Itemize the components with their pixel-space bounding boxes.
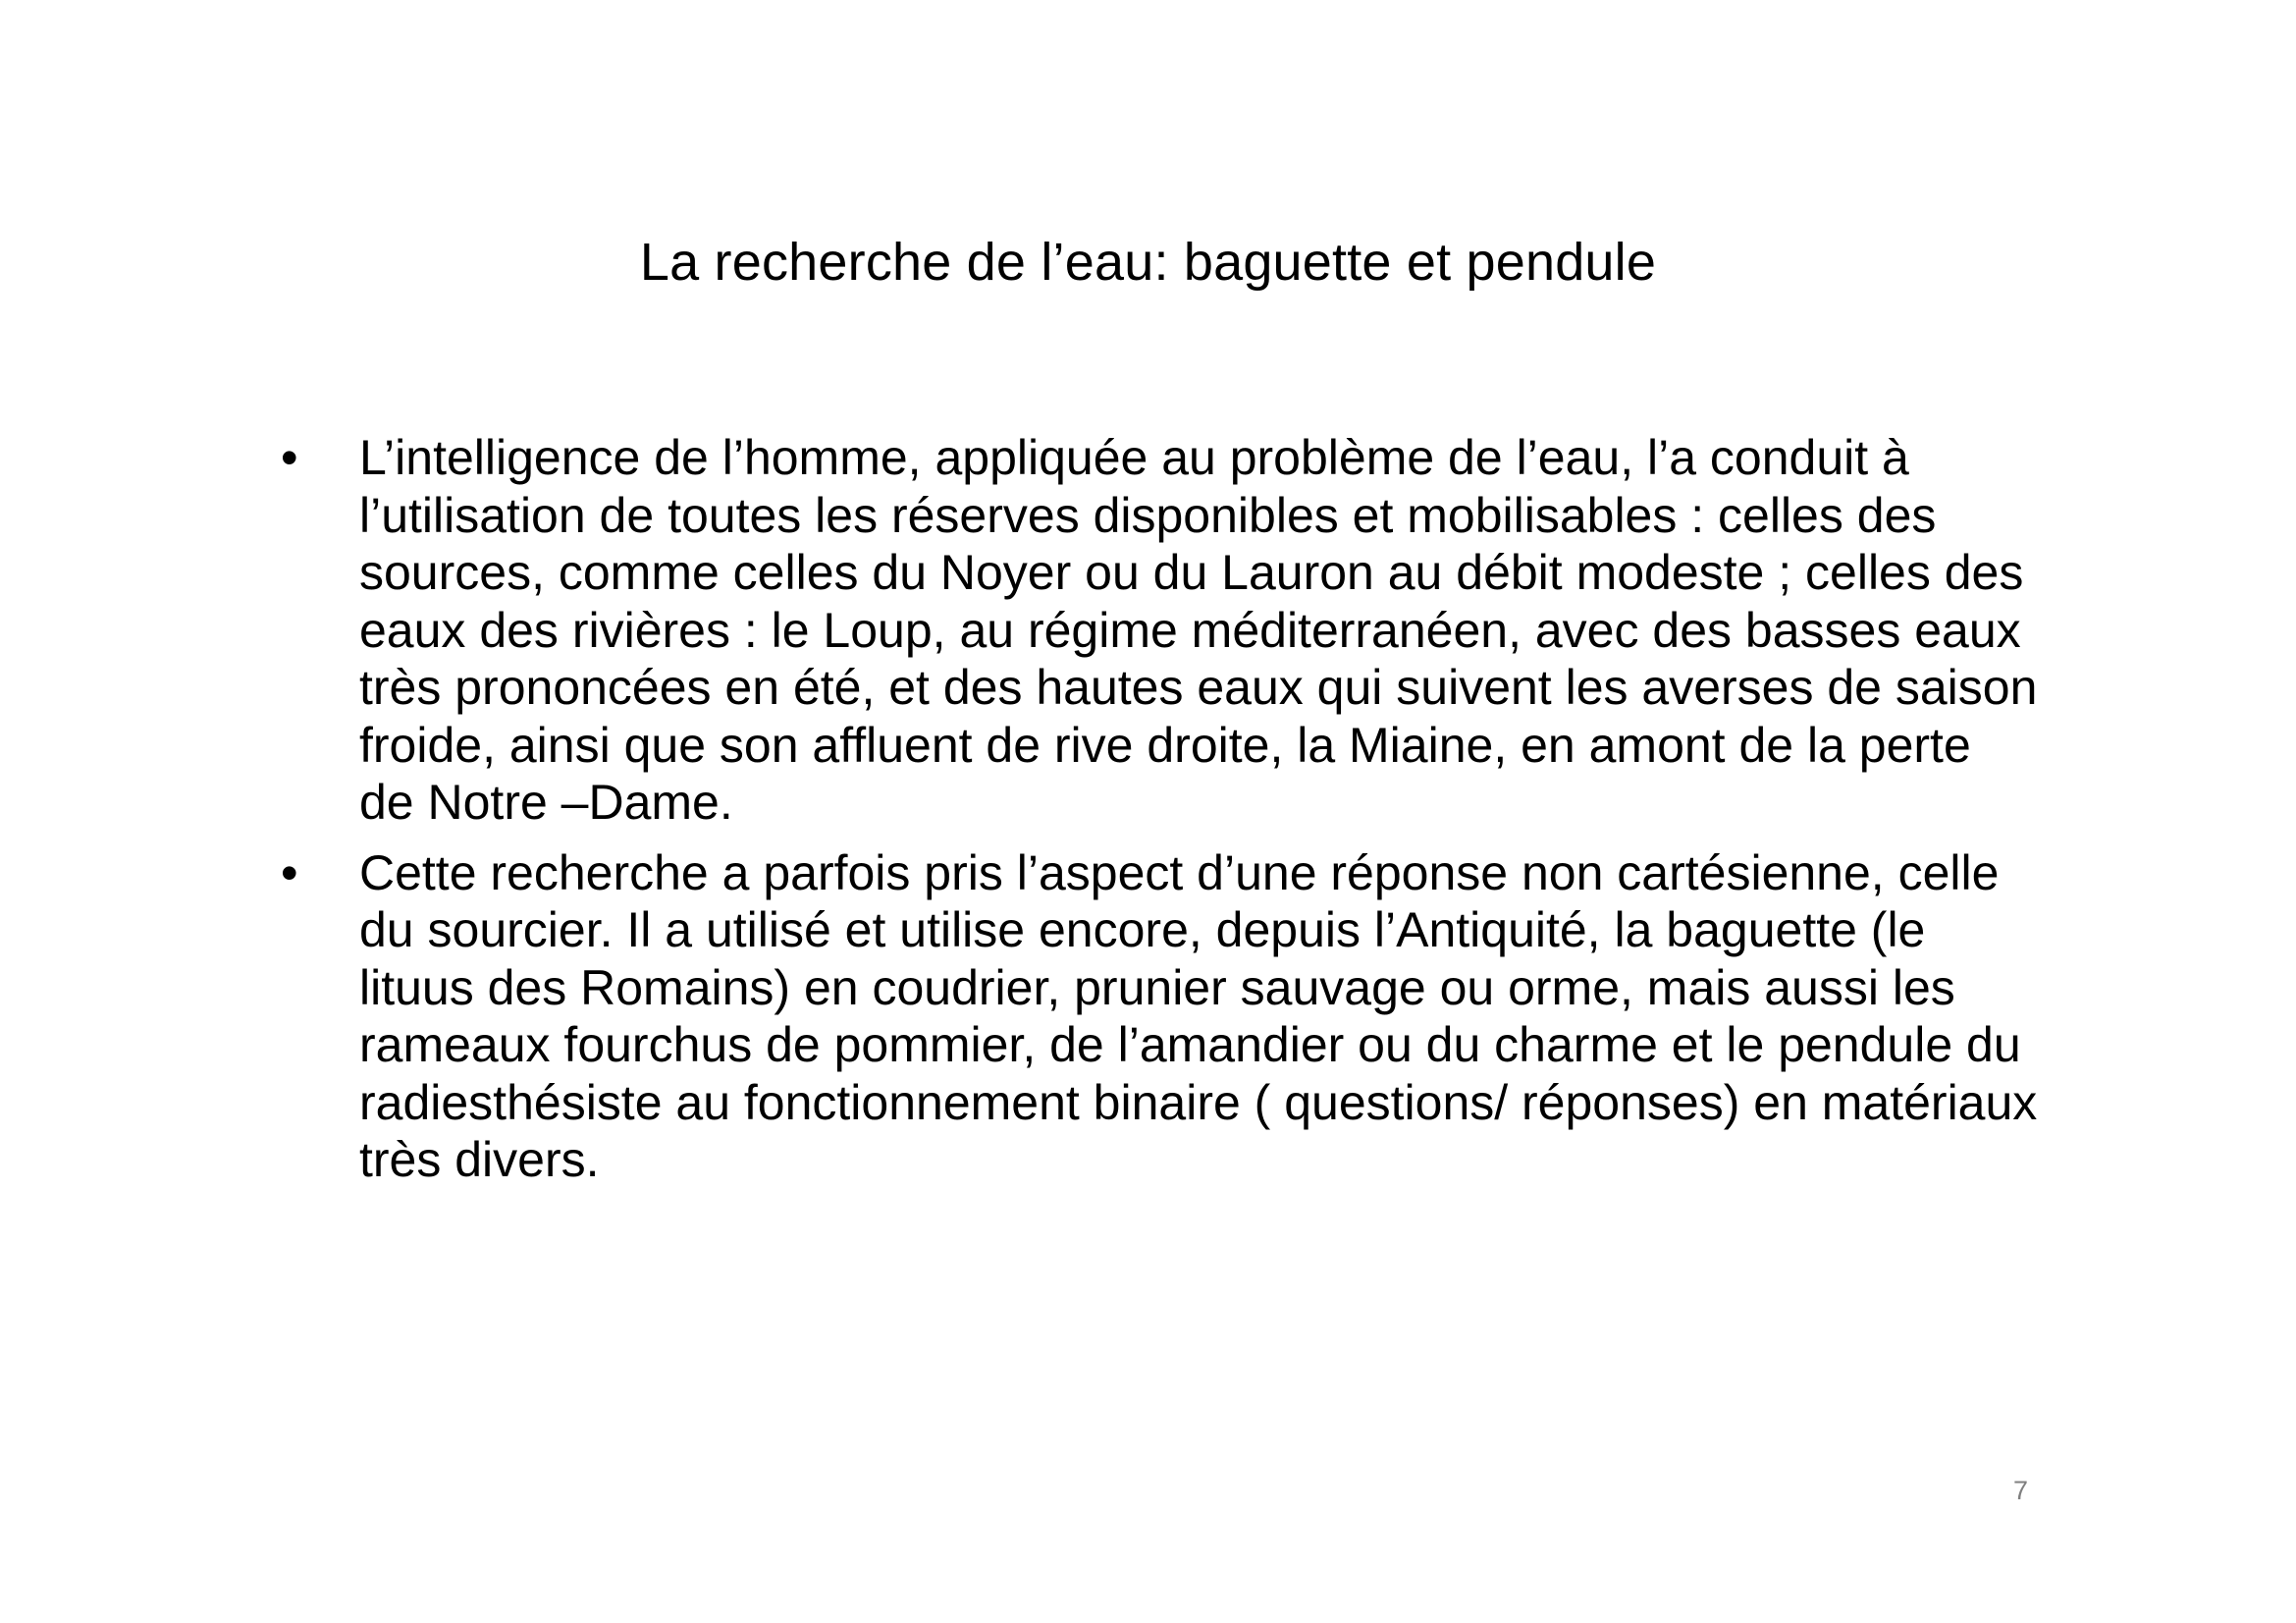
slide-number: 7 <box>2012 1476 2028 1505</box>
bullet-dot-icon: • <box>281 430 298 485</box>
bullet-text: Cette recherche a parfois pris l’aspect d’une réponse non cartésienne, celle du sourcier. Il a utilisé et utilise encore, depuis l’Antiquité, la baguette (le lituus des Romains) en coudrier, prunier sauvage ou orme, mais aussi les rameaux fourchus de pommier, de l’amandier ou du charme et le pendule du radiesthésiste au fonctionnement binaire ( questions/ réponses) en matériaux très divers. <box>359 844 2038 1187</box>
bullet-item <box>281 429 2038 832</box>
bullet-list <box>281 429 2038 1202</box>
bullet-item <box>281 844 2038 1189</box>
bullet-text: L’intelligence de l’homme, appliquée au problème de l’eau, l’a conduit à l’utilisation de toutes les réserves disponibles et mobilisables : celles des sources, comme celles du Noyer ou du Lauron au débit modeste ; celles des eaux des rivières : le Loup, au régime méditerranéen, avec des basses eaux très prononcées en été, et des hautes eaux qui suivent les averses de saison froide, ainsi que son affluent de rive droite, la Miaine, en amont de la perte de Notre –Dame. <box>359 430 2038 830</box>
slide-title: La recherche de l’eau: baguette et pendule <box>639 233 1657 292</box>
bullet-dot-icon: • <box>281 844 298 900</box>
